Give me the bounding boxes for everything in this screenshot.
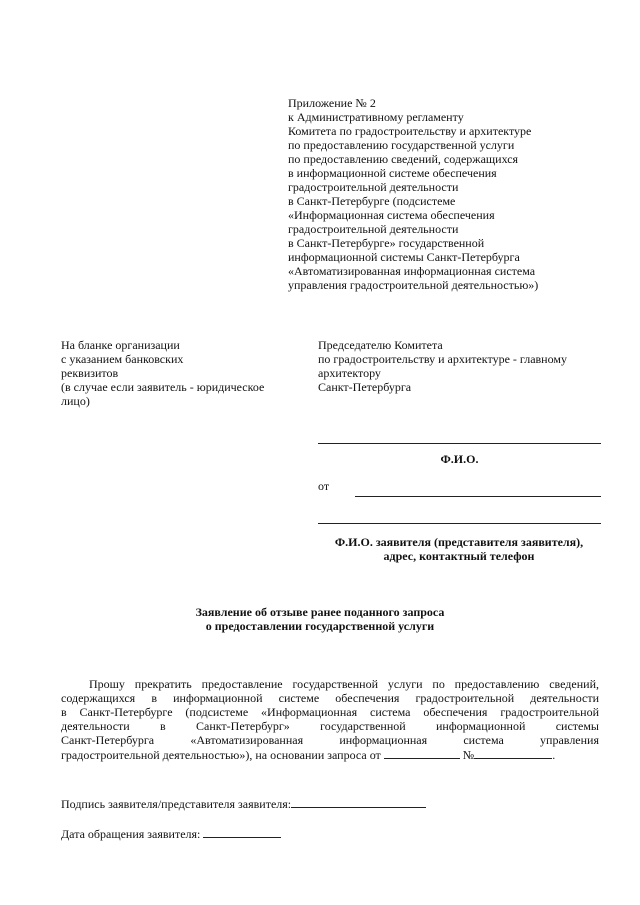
appendix-line: Комитета по градостроительству и архитектуре — [288, 124, 532, 138]
appendix-line: Приложение № 2 — [288, 96, 376, 110]
applicant-caption-line-2: адрес, контактный телефон — [383, 549, 535, 563]
signature-row — [61, 796, 426, 811]
date-label: Дата обращения заявителя: — [61, 827, 201, 841]
fio-label: Ф.И.О. — [440, 452, 479, 466]
document-title — [60, 605, 580, 633]
appendix-line: градостроительной деятельности — [288, 222, 459, 236]
letterhead-line: На бланке организации — [61, 338, 180, 352]
appendix-line: по предоставлению сведений, содержащихся — [288, 152, 519, 166]
paragraph-period: . — [552, 748, 556, 762]
paragraph-last-line — [61, 747, 599, 762]
date-field[interactable] — [203, 826, 281, 838]
paragraph-line: Прошу прекратить предоставление государственной услуги по предоставлению сведений, — [89, 677, 599, 691]
paragraph-line: Санкт-Петербурга «Автоматизированная информационная система управления — [61, 733, 599, 747]
paragraph-line: деятельности в Санкт-Петербург» государственной информационной системы — [61, 719, 599, 733]
addressee-line: архитектору — [318, 366, 381, 380]
appendix-line: в Санкт-Петербурге» государственной — [288, 236, 485, 250]
letterhead-line: с указанием банковских — [61, 352, 184, 366]
from-label: от — [318, 479, 330, 493]
appendix-line: «Автоматизированная информационная система — [288, 264, 536, 278]
number-sign: № — [462, 748, 475, 762]
addressee-line: Председателю Комитета — [318, 338, 443, 352]
appendix-line: «Информационная система обеспечения — [288, 208, 495, 222]
appendix-line: управления градостроительной деятельностью») — [288, 278, 539, 292]
appendix-header — [288, 96, 618, 292]
fio-field-line[interactable] — [318, 443, 601, 444]
letterhead-line: (в случае если заявитель - юридическое — [61, 380, 265, 394]
paragraph-line: в Санкт-Петербурге (подсистеме «Информационная система обеспечения градостроительной — [61, 705, 599, 719]
appendix-line: градостроительной деятельности — [288, 180, 459, 194]
paragraph-line-prefix: градостроительной деятельностью»), на основании запроса от — [61, 748, 381, 762]
appendix-line: по предоставлению государственной услуги — [288, 138, 515, 152]
from-field-line[interactable] — [355, 496, 601, 497]
signature-field[interactable] — [291, 796, 426, 808]
letterhead-line: реквизитов — [61, 366, 119, 380]
appendix-line: к Административному регламенту — [288, 110, 464, 124]
document-title-line-1: Заявление об отзыве ранее поданного запроса — [195, 605, 445, 619]
applicant-field-line[interactable] — [318, 523, 601, 524]
paragraph-line: содержащихся в информационной системе обеспечения градостроительной деятельности — [61, 691, 599, 705]
document-title-line-2: о предоставлении государственной услуги — [205, 619, 435, 633]
addressee-line: по градостроительству и архитектуре - главному — [318, 352, 567, 366]
letterhead-note — [61, 338, 306, 408]
applicant-caption — [318, 535, 600, 563]
request-paragraph — [61, 677, 599, 762]
signature-label: Подпись заявителя/представителя заявителя: — [61, 797, 292, 811]
letterhead-line: лицо) — [61, 394, 90, 408]
date-row — [61, 826, 281, 841]
addressee-block — [318, 338, 618, 394]
addressee-line: Санкт-Петербурга — [318, 380, 412, 394]
applicant-caption-line-1: Ф.И.О. заявителя (представителя заявителя), — [334, 535, 584, 549]
appendix-line: информационной системы Санкт-Петербурга — [288, 250, 520, 264]
appendix-line: в Санкт-Петербурге (подсистеме — [288, 194, 456, 208]
appendix-line: в информационной системе обеспечения — [288, 166, 497, 180]
request-date-field[interactable] — [384, 747, 460, 759]
request-number-field[interactable] — [474, 747, 552, 759]
